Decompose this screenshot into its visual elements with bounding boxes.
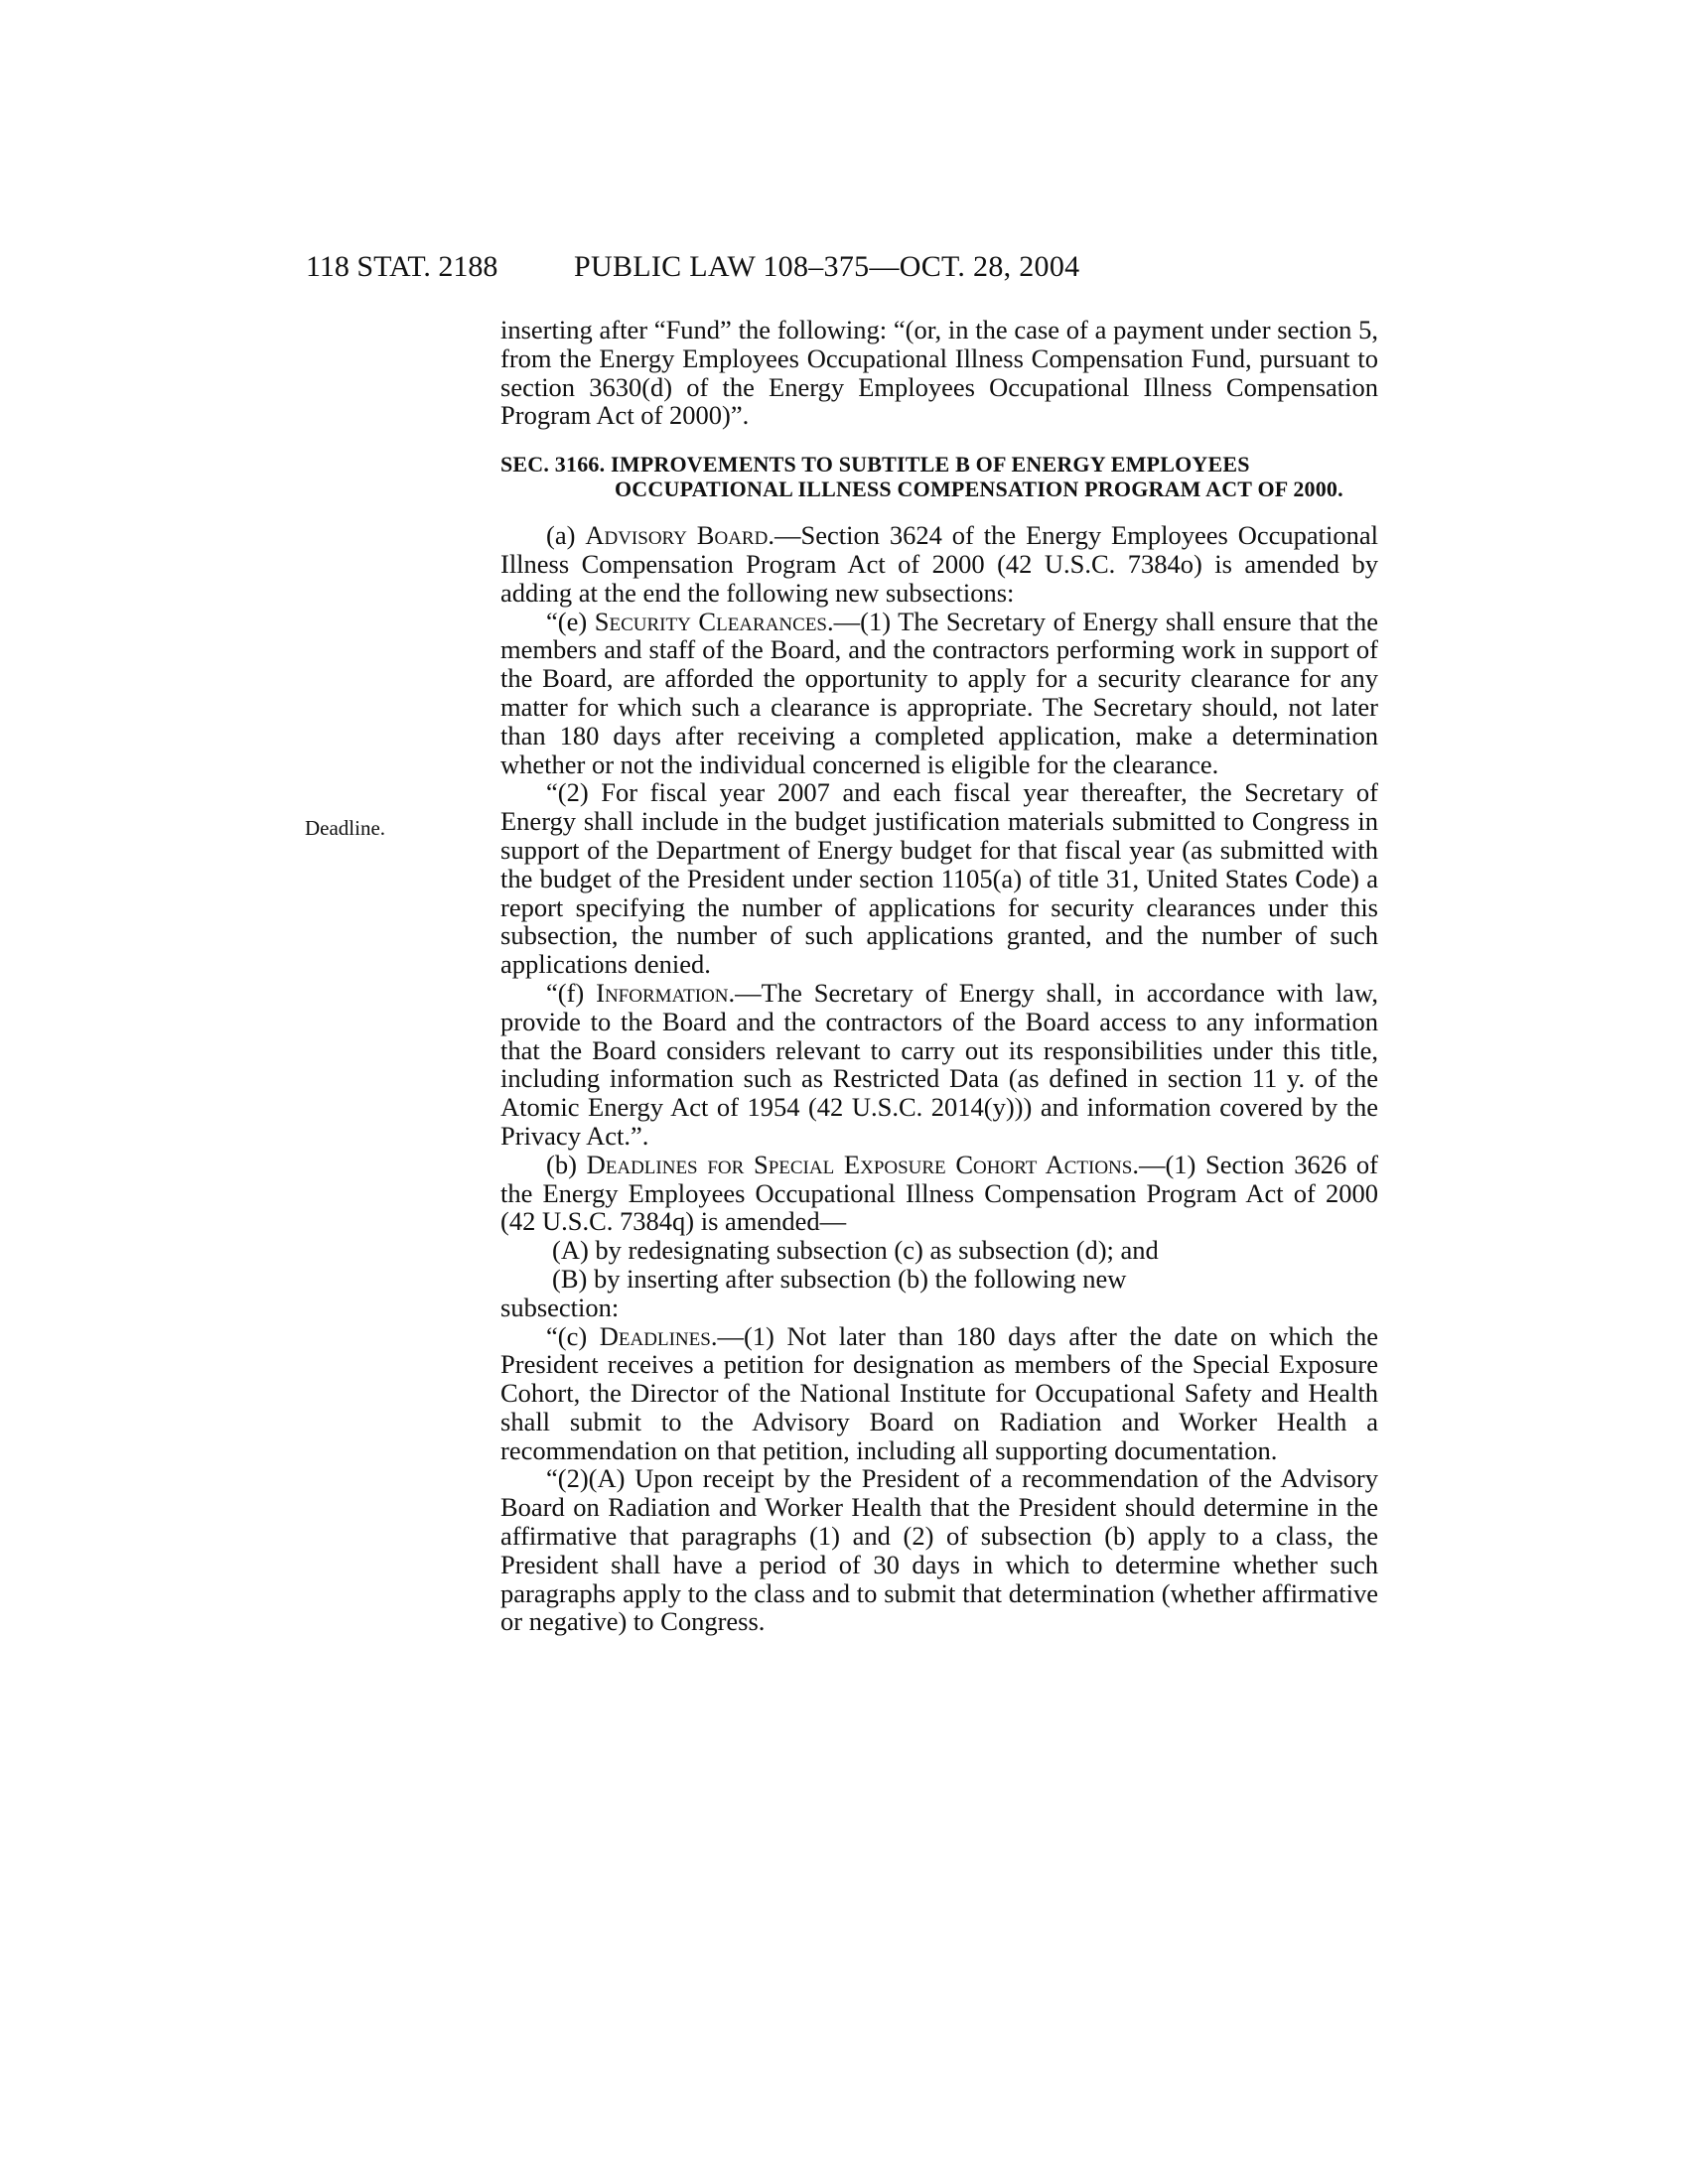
paragraph-e-security-clearances <box>500 608 1378 779</box>
paragraph-c2: “(2)(A) Upon receipt by the President of a recommendation of the Advisory Board on Radiation and Worker Health that the President should determine in the affirmative that paragraphs (1) and (2) of subsection (b) apply to a class, the President shall have a period of 30 days in which to determine whether such paragraphs apply to the class and to submit that determination (whether affirmative or negative) to Congress. <box>500 1463 1378 1637</box>
subparagraph-b-B-continuation: subsection: <box>500 1292 620 1322</box>
paragraph-f-caption: Information <box>596 977 729 1008</box>
paragraph-a-prefix: (a) <box>546 520 586 551</box>
paragraph-f-information <box>500 979 1378 1151</box>
paragraph-c-text: .—(1) Not later than 180 days after the date on which the President receives a petition for designation as members of the Special Exposure Cohort, the Director of the National Institute for Occupational Safety and Health shall submit to the Advisory Board on Radiation and Worker Health a recommendation on that petition, including all supporting documentation. <box>500 1320 1378 1465</box>
section-heading: SEC. 3166. IMPROVEMENTS TO SUBTITLE B OF ENERGY EMPLOYEES OCCUPATIONAL ILLNESS COMPENSATION PROGRAM ACT OF 2000. <box>500 452 1343 502</box>
public-law-citation: PUBLIC LAW 108–375—OCT. 28, 2004 <box>574 250 1080 283</box>
paragraph-b-deadlines-sec <box>500 1151 1378 1236</box>
paragraph-a-caption: Advisory Board <box>585 520 769 551</box>
paragraph-b-prefix: (b) <box>546 1149 587 1179</box>
paragraph-f-text: .—The Secretary of Energy shall, in accordance with law, provide to the Board and the contractors of the Board access to any information that the Board considers relevant to carry out its responsibilities under this title, including information such as Restricted Data (as defined in section 11 y. of the Atomic Energy Act of 1954 (42 U.S.C. 2014(y))) and information covered by the Privacy Act.”. <box>500 977 1378 1151</box>
paragraph-e2: “(2) For fiscal year 2007 and each fiscal year thereafter, the Secretary of Energy shall include in the budget justification materials submitted to Congress in support of the Department of Energy budget for that fiscal year (as submitted with the budget of the President under section 1105(a) of title 31, United States Code) a report specifying the number of applications for security clearances under this subsection, the number of such applications granted, and the number of such applications denied. <box>500 777 1378 980</box>
subparagraph-b-A: (A) by redesignating subsection (c) as subsection (d); and <box>552 1235 1159 1266</box>
paragraph-c-caption: Deadlines <box>599 1320 711 1351</box>
paragraph-e-prefix: “(e) <box>546 606 595 636</box>
paragraph-e-text: .—(1) The Secretary of Energy shall ensure that the members and staff of the Board, and the contractors performing work in support of the Board, are afforded the opportunity to apply for a security clearance for any matter for which such a clearance is appropriate. The Secretary should, not later than 180 days after receiving a completed application, make a determination whether or not the individual concerned is eligible for the clearance. <box>500 606 1378 779</box>
margin-note-deadline: Deadline. <box>305 816 386 840</box>
subparagraph-b-B <box>500 1265 1378 1322</box>
page-header <box>306 250 1378 290</box>
paragraph-c-deadlines <box>500 1322 1378 1465</box>
statute-page-number: 118 STAT. 2188 <box>306 250 498 283</box>
paragraph-a-advisory-board <box>500 521 1378 607</box>
paragraph-c-prefix: “(c) <box>546 1320 600 1351</box>
paragraph-a-text: .—Section 3624 of the Energy Employees Occupational Illness Compensation Program Act of 2000 (42 U.S.C. 7384o) is amended by adding at the end the following new subsections: <box>500 520 1378 608</box>
subparagraph-b-B-text: (B) by inserting after subsection (b) the following new <box>552 1263 1127 1294</box>
paragraph-e-caption: Security Clearances <box>594 606 827 636</box>
paragraph-b-caption: Deadlines for Special Exposure Cohort Actions <box>586 1149 1133 1179</box>
paragraph-continuation: inserting after “Fund” the following: “(or, in the case of a payment under section 5, from the Energy Employees Occupational Illness Compensation Fund, pursuant to section 3630(d) of the Energy Employees Occupational Illness Compensation Program Act of 2000)”. <box>500 315 1378 431</box>
body-text <box>500 316 1378 1636</box>
paragraph-b-text: .—(1) Section 3626 of the Energy Employees Occupational Illness Compensation Program Act of 2000 (42 U.S.C. 7384q) is amended— <box>500 1149 1378 1237</box>
paragraph-f-prefix: “(f) <box>546 977 597 1008</box>
